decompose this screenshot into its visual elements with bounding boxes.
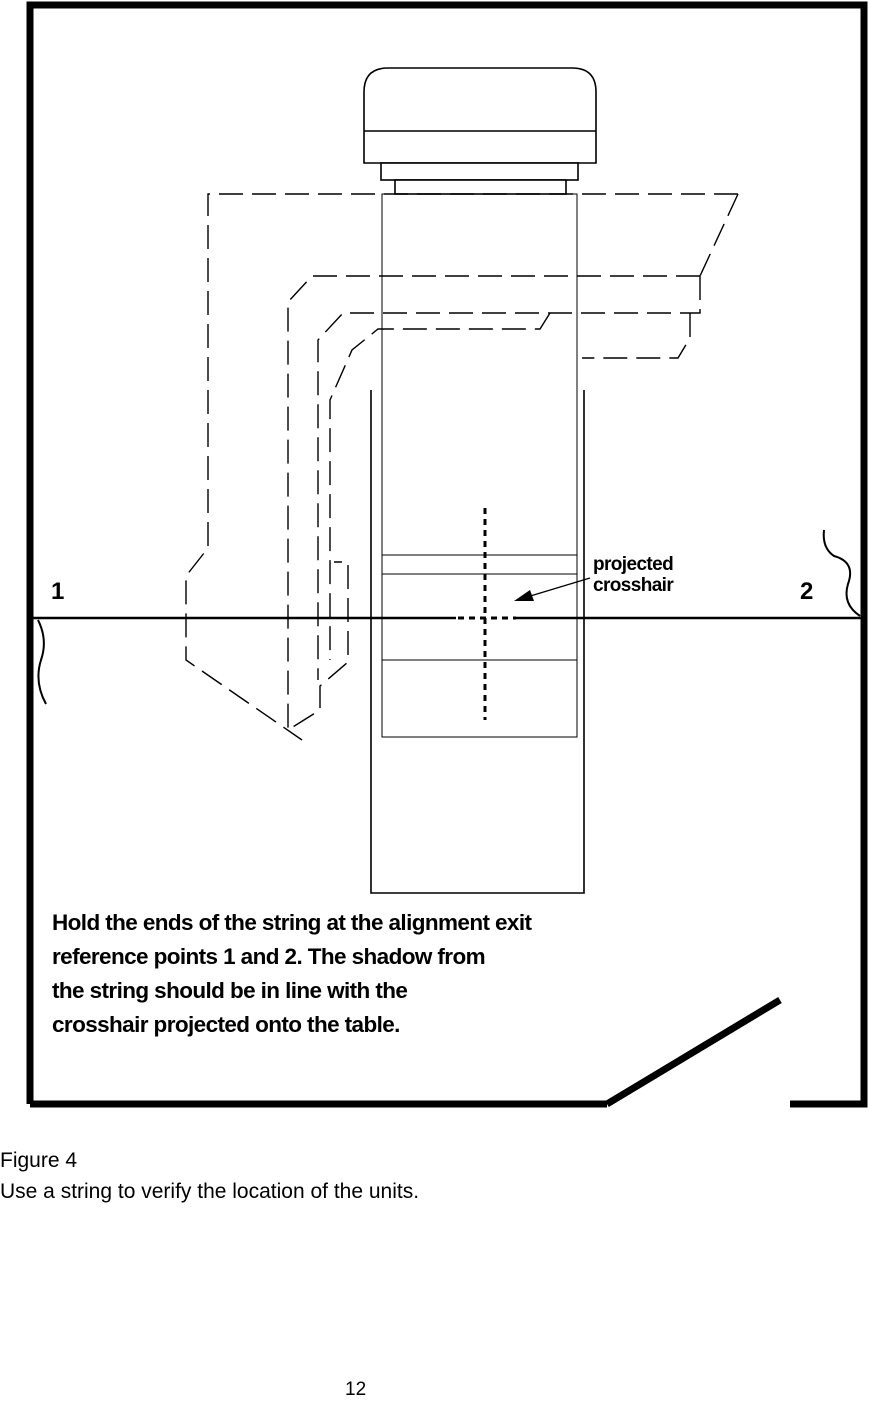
instruction-line: the string should be in line with the [52,978,408,1003]
reference-point-1-label: 1 [51,578,65,605]
exit-unit [364,68,596,194]
instruction-text [52,906,652,1042]
callout-arrow [514,578,590,601]
page-number: 12 [345,1379,367,1400]
projected-crosshair [458,508,516,720]
alignment-string [32,530,862,704]
callout-label-line2: crosshair [593,575,674,596]
figure-caption: Use a string to verify the location of the units. [0,1180,420,1203]
callout-label-line1: projected [593,554,674,575]
dashed-equipment-outline [186,194,738,740]
reference-point-2-label: 2 [800,578,814,605]
table-column [371,194,584,893]
instruction-line: crosshair projected onto the table. [52,1012,400,1037]
figure-label: Figure 4 [0,1149,78,1172]
instruction-line: reference points 1 and 2. The shadow from [52,944,486,969]
instruction-line: Hold the ends of the string at the alignment exit [52,910,532,935]
